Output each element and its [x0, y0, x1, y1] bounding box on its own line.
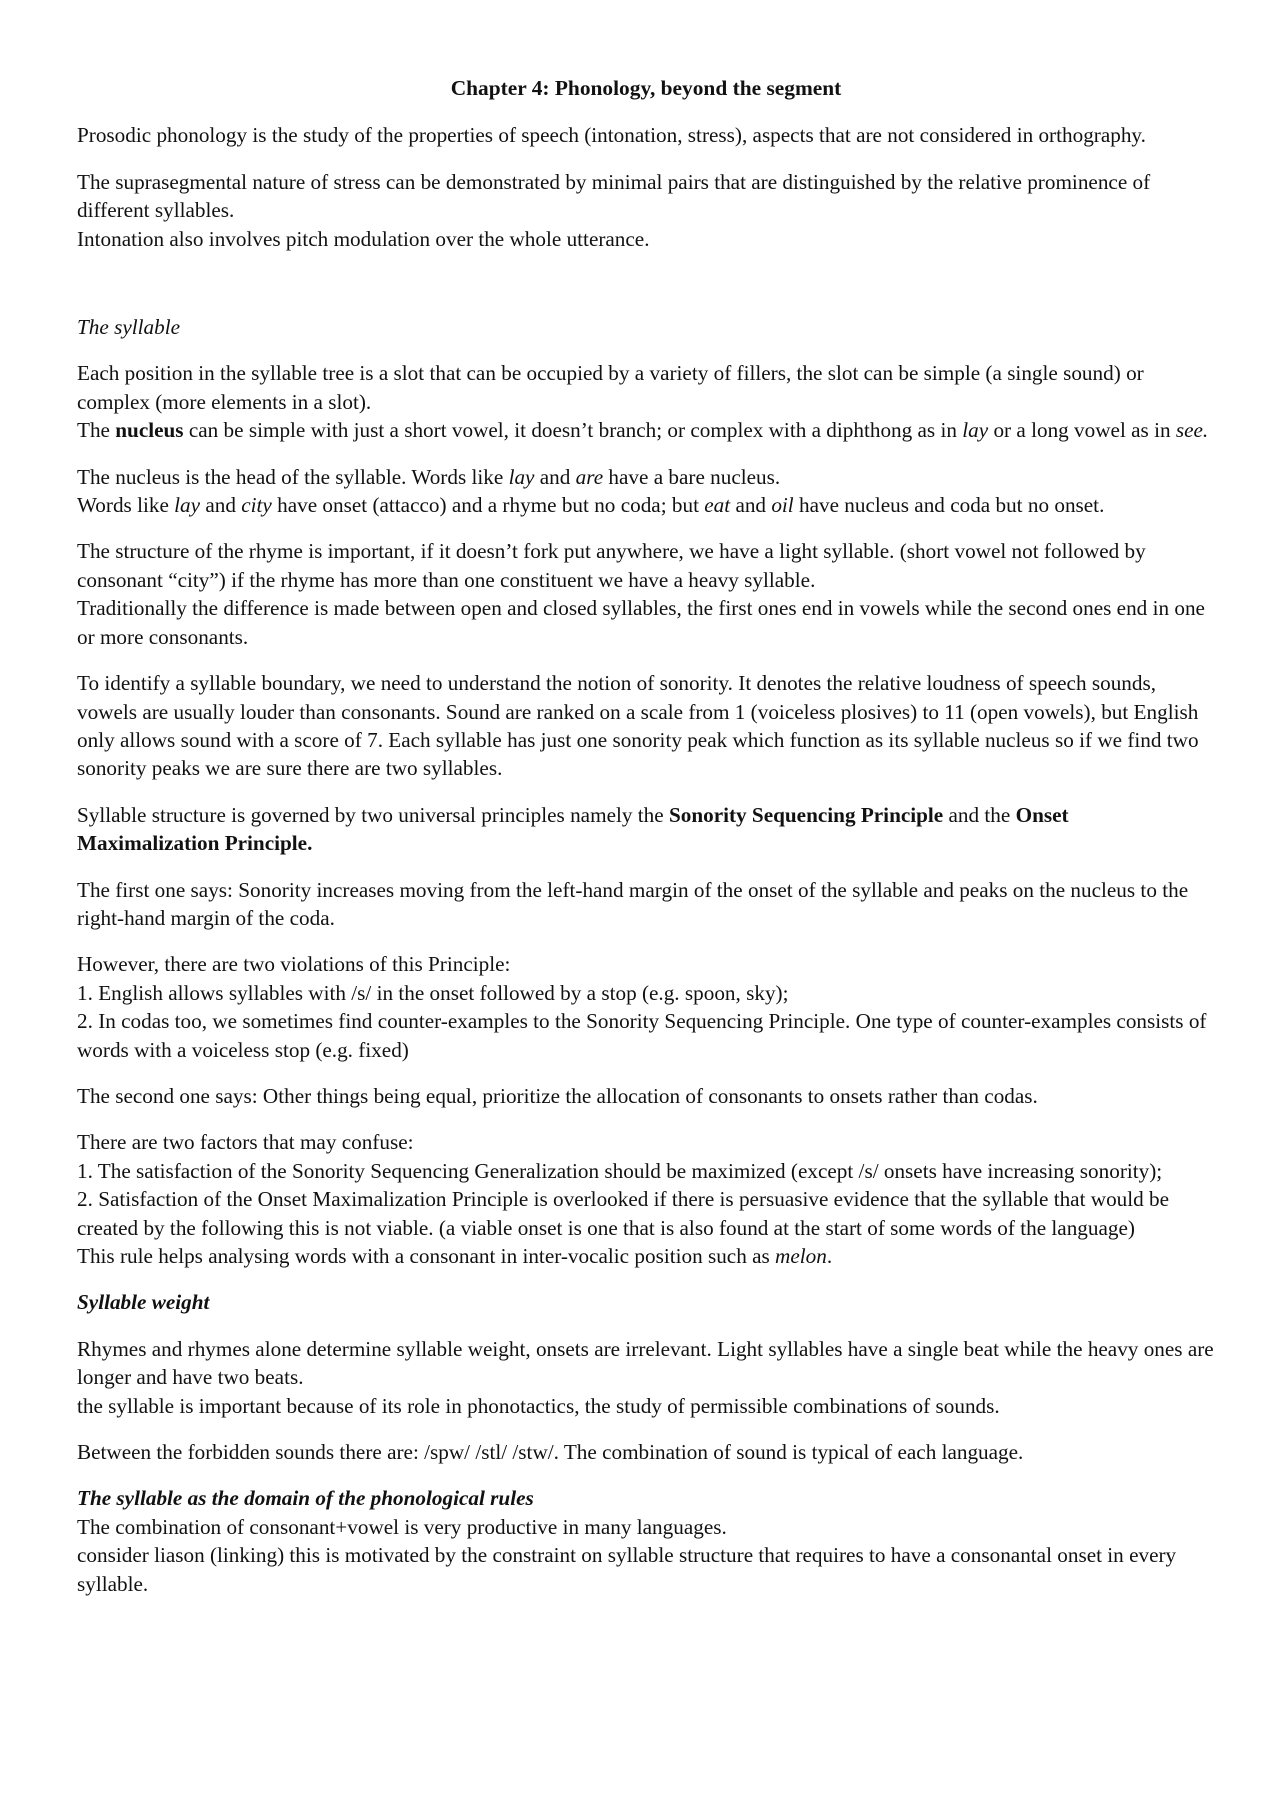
paragraph-weight — [77, 1335, 1215, 1420]
text-melon: This rule helps analysing words with a consonant in inter-vocalic position such as melon. — [77, 1244, 833, 1268]
list-item: 2. Satisfaction of the Onset Maximalization Principle is overlooked if there is persuasive evidence that the syllable that would be created by the following this is not viable. (a viable onset is one that is also found at the start of some words of the language) — [77, 1187, 1170, 1240]
text-stress: The suprasegmental nature of stress can be demonstrated by minimal pairs that are distinguished by the relative prominence of different syllables. — [77, 169, 1151, 223]
paragraph-forbidden: Between the forbidden sounds there are: /spw/ /stl/ /stw/. The combination of sound is typical of each language. — [77, 1440, 1024, 1465]
paragraph-rhyme — [77, 537, 1215, 651]
heading-syllable-weight: Syllable weight — [77, 1290, 210, 1315]
paragraph-factors — [77, 1128, 1215, 1270]
paragraph-first-principle: The first one says: Sonority increases moving from the left-hand margin of the onset of the syllable and peaks on the nucleus to the right-hand margin of the coda. — [77, 877, 1189, 930]
list-item: 1. The satisfaction of the Sonority Sequencing Generalization should be maximized (except /s/ onsets have increasing sonority); — [77, 1158, 1163, 1183]
text-rhymes: Rhymes and rhymes alone determine syllable weight, onsets are irrelevant. Light syllables have a single beat while the heavy ones are longer and have two beats. — [77, 1336, 1214, 1390]
paragraph-domain — [77, 1484, 1215, 1598]
paragraph-second-principle: The second one says: Other things being equal, prioritize the allocation of consonants to onsets rather than codas. — [77, 1083, 1038, 1108]
spacer — [77, 271, 1215, 313]
text-intonation: Intonation also involves pitch modulation over the whole utterance. — [77, 226, 650, 251]
text-cv: The combination of consonant+vowel is very productive in many languages. — [77, 1514, 727, 1539]
text-factors-intro: There are two factors that may confuse: — [77, 1130, 414, 1155]
heading-syllable: The syllable — [77, 315, 180, 340]
paragraph-prosodic: Prosodic phonology is the study of the properties of speech (intonation, stress), aspects that are not considered in orthography. — [77, 123, 1146, 148]
paragraph-suprasegmental — [77, 168, 1215, 253]
text-bare-nucleus: The nucleus is the head of the syllable. Words like lay and are have a bare nucleus. — [77, 464, 781, 489]
text-nucleus: The nucleus can be simple with just a short vowel, it doesn’t branch; or complex with a diphthong as in lay or a long vowel as in see. — [77, 418, 1209, 443]
text-violations-intro: However, there are two violations of this Principle: — [77, 952, 511, 977]
text-phonotactics: the syllable is important because of its role in phonotactics, the study of permissible combinations of sounds. — [77, 1393, 1000, 1418]
text-rhyme-weight: The structure of the rhyme is important, if it doesn’t fork put anywhere, we have a light syllable. (short vowel not followed by consonant “city”) if the rhyme has more than one constituent we have a heavy syllable. — [77, 539, 1146, 592]
paragraph-principles: Syllable structure is governed by two universal principles namely the Sonority Sequencing Principle and the Onset Maximalization Principle. — [77, 802, 1069, 856]
paragraph-nucleus-head — [77, 463, 1215, 520]
list-item: 2. In codas too, we sometimes find counter-examples to the Sonority Sequencing Principle. One type of counter-examples consists of words with a voiceless stop (e.g. fixed) — [77, 1009, 1207, 1062]
heading-domain: The syllable as the domain of the phonological rules — [77, 1486, 534, 1511]
paragraph-sonority: To identify a syllable boundary, we need to understand the notion of sonority. It denotes the relative loudness of speech sounds, vowels are usually louder than consonants. Sound are ranked on a scale from 1 (voiceless plosives) to 11 (open vowels), but English only allows sound with a score of 7. Each syllable has just one sonority peak which function as its syllable nucleus so if we find two sonority peaks we are sure there are two syllables. — [77, 671, 1199, 781]
text-liaison: consider liason (linking) this is motivated by the constraint on syllable structure that requires to have a consonantal onset in every syllable. — [77, 1543, 1177, 1596]
paragraph-violations — [77, 950, 1215, 1064]
text-open-closed: Traditionally the difference is made between open and closed syllables, the first ones end in vowels while the second ones end in one or more consonants. — [77, 596, 1205, 649]
text-onset-coda: Words like lay and city have onset (attacco) and a rhyme but no coda; but eat and oil have nucleus and coda but no onset. — [77, 493, 1105, 518]
text-slots: Each position in the syllable tree is a slot that can be occupied by a variety of fillers, the slot can be simple (a single sound) or complex (more elements in a slot). — [77, 361, 1144, 414]
paragraph-syllable-tree — [77, 359, 1215, 444]
chapter-title: Chapter 4: Phonology, beyond the segment — [450, 76, 842, 100]
list-item: 1. English allows syllables with /s/ in the onset followed by a stop (e.g. spoon, sky); — [77, 980, 789, 1005]
